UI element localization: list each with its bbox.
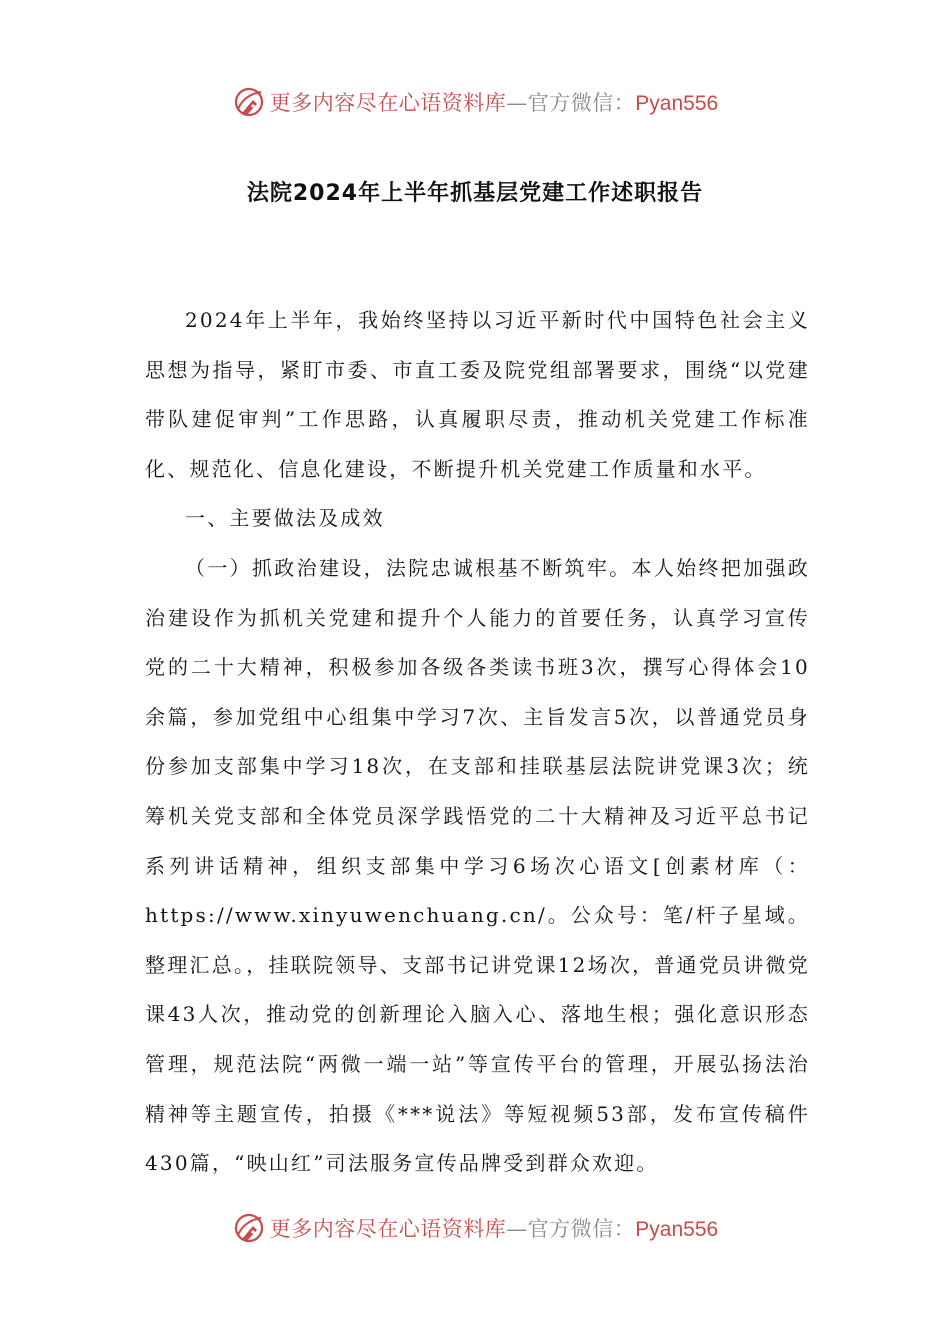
- watermark-text: 更多内容尽在心语资料库—官方微信：Pyan556: [269, 1217, 719, 1241]
- document-title: 法院2024年上半年抓基层党建工作述职报告: [246, 181, 704, 206]
- section-heading: 一、主要做法及成效: [185, 506, 385, 531]
- watermark-banner-bottom: [0, 1208, 950, 1248]
- intro-paragraph: 2024年上半年，我始终坚持以习近平新时代中国特色社会主义思想为指导，紧盯市委、市直工委及院党组部署要求，围绕“以党建带队建促审判”工作思路，认真履职尽责，推动机关党建工作标准化、规范化、信息化建设，不断提升机关党建工作质量和水平。: [145, 308, 810, 481]
- document-body: [145, 296, 810, 1189]
- body-paragraph: （一）抓政治建设，法院忠诚根基不断筑牢。本人始终把加强政治建设作为抓机关党建和提升个人能力的首要任务，认真学习宣传党的二十大精神，积极参加各级各类读书班3次，撰写心得体会10余篇，参加党组中心组集中学习7次、主旨发言5次，以普通党员身份参加支部集中学习18次，在支部和挂联基层法院讲党课3次；统筹机关党支部和全体党员深学践悟党的二十大精神及习近平总书记系列讲话精神，组织支部集中学习6场次心语文[创素材库（：https://www.xinyuwenchuang.cn/。公众号：笔/杆子星域。整理汇总。，挂联院领导、支部书记讲党课12场次，普通党员讲微党课43人次，推动党的创新理论入脑入心、落地生根；强化意识形态管理，规范法院“两微一端一站”等宣传平台的管理，开展弘扬法治精神等主题宣传，拍摄《***说法》等短视频53部，发布宣传稿件430篇，“映山红”司法服务宣传品牌受到群众欢迎。: [145, 555, 810, 1176]
- watermark-text: 更多内容尽在心语资料库—官方微信：Pyan556: [269, 91, 719, 115]
- watermark-banner-top: [0, 82, 950, 122]
- pen-nib-swirl-icon: [232, 85, 266, 119]
- pen-nib-swirl-icon: [232, 1211, 266, 1245]
